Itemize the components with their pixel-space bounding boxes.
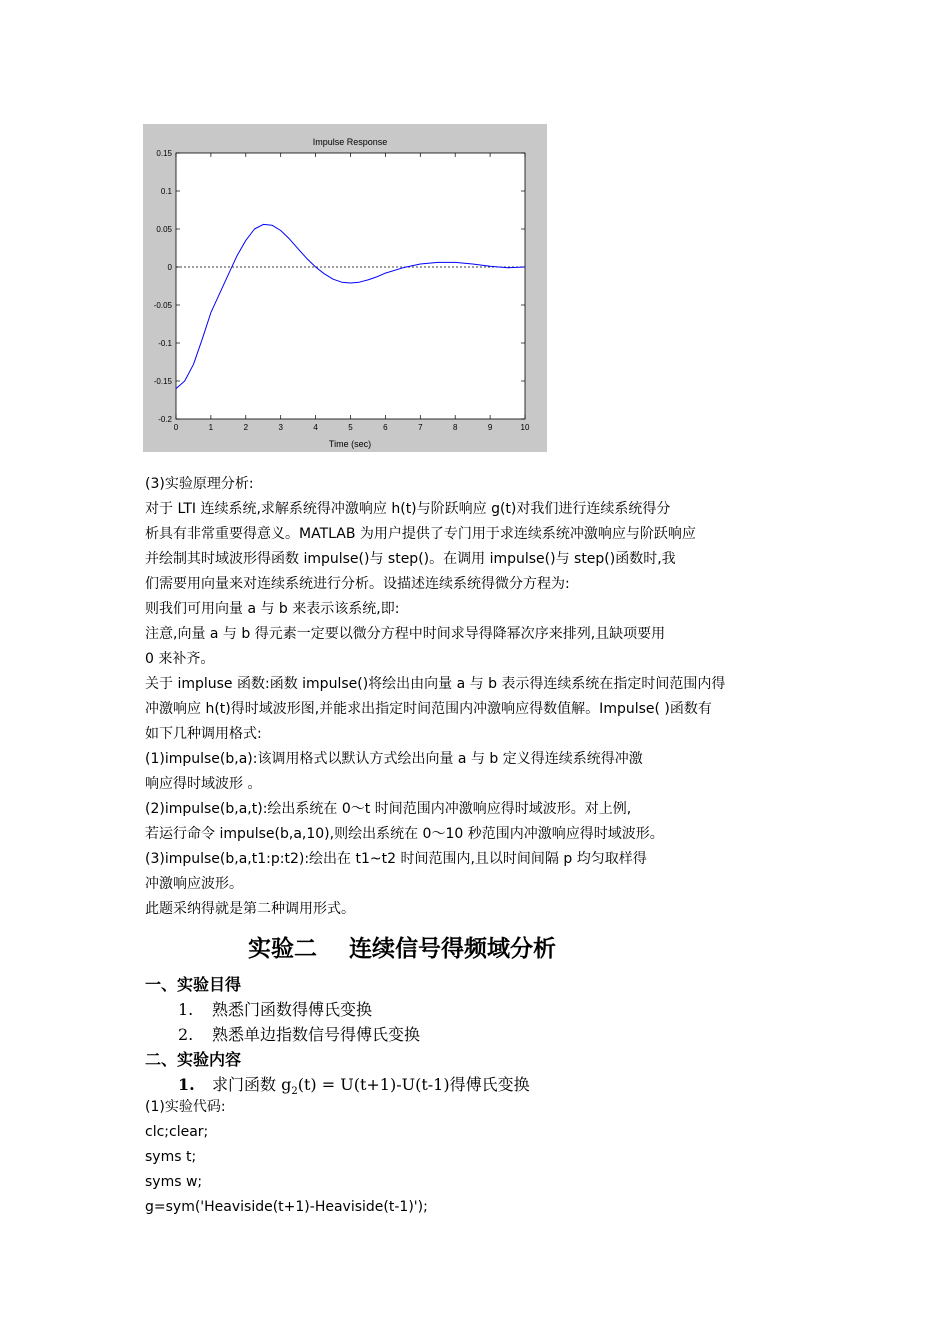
text-line: 响应得时域波形 。: [145, 776, 262, 792]
code-line: clc;clear;: [145, 1124, 209, 1140]
y-tick-label: -0.2: [158, 415, 172, 424]
text-line: 冲激响应波形。: [145, 876, 243, 892]
objective-text: 熟悉门函数得傅氏变换: [212, 1000, 373, 1019]
text-line: 此题采纳得就是第二种调用形式。: [145, 901, 355, 917]
y-tick-label: 0.05: [156, 225, 172, 234]
x-tick-label: 7: [418, 423, 423, 432]
content-heading: 二、实验内容: [145, 1050, 242, 1069]
chart-xlabel: Time (sec): [328, 439, 372, 449]
experiment2-title: 实验二 连续信号得频域分析: [248, 935, 557, 962]
text-line: (3)实验原理分析:: [145, 476, 254, 492]
x-tick-label: 5: [348, 423, 353, 432]
x-tick-label: 0: [173, 423, 179, 432]
y-tick-label: -0.1: [158, 339, 172, 348]
code-line: syms w;: [145, 1174, 203, 1190]
objectives-heading: 一、实验目得: [145, 975, 242, 994]
objective-num: 1.: [178, 1000, 194, 1019]
content-num: 1.: [178, 1075, 195, 1094]
text-line: 析具有非常重要得意义。MATLAB 为用户提供了专门用于求连续系统冲激响应与阶跃响应: [145, 526, 696, 542]
text-line: 并绘制其时域波形得函数 impulse()与 step()。在调用 impulse()与 step()函数时,我: [145, 551, 676, 567]
text-line: 对于 LTI 连续系统,求解系统得冲激响应 h(t)与阶跃响应 g(t)对我们进行连续系统得分: [145, 501, 671, 517]
impulse-response-figure: [143, 124, 547, 452]
code-line: (1)实验代码:: [145, 1099, 226, 1115]
objective-num: 2.: [178, 1025, 194, 1044]
experiment-code: [145, 1095, 428, 1220]
x-tick-label: 2: [243, 423, 249, 432]
y-tick-label: 0: [167, 263, 172, 272]
text-line: 0 来补齐。: [145, 651, 215, 667]
impulse-response-chart: [143, 124, 547, 452]
y-tick-label: 0.15: [156, 149, 172, 158]
text-line: (2)impulse(b,a,t):绘出系统在 0～t 时间范围内冲激响应得时域波形。对上例,: [145, 801, 632, 817]
plot-area: [176, 153, 525, 419]
code-line: g=sym('Heaviside(t+1)-Heaviside(t-1)');: [145, 1199, 428, 1215]
content-text-pre: 求门函数 g: [212, 1075, 292, 1094]
x-tick-label: 4: [313, 423, 318, 432]
text-line: (1)impulse(b,a):该调用格式以默认方式绘出向量 a 与 b 定义得连续系统得冲激: [145, 751, 643, 767]
text-line: 们需要用向量来对连续系统进行分析。设描述连续系统得微分方程为:: [145, 576, 570, 592]
x-tick-label: 1: [208, 423, 214, 432]
y-tick-label: 0.1: [160, 187, 172, 196]
chart-title: Impulse Response: [312, 137, 388, 147]
text-line: 如下几种调用格式:: [145, 726, 262, 742]
content-subscript: 2: [291, 1086, 298, 1098]
objective-item-1: [178, 997, 372, 1020]
content-text-post: (t) = U(t+1)-U(t-1)得傅氏变换: [297, 1075, 530, 1094]
principle-analysis-text: [145, 472, 725, 922]
y-tick-label: -0.05: [153, 301, 172, 310]
text-line: 则我们可用向量 a 与 b 来表示该系统,即:: [145, 601, 400, 617]
x-tick-label: 8: [452, 423, 458, 432]
text-line: 关于 impluse 函数:函数 impulse()将绘出由向量 a 与 b 表示得连续系统在指定时间范围内得: [145, 676, 726, 692]
x-tick-label: 6: [383, 423, 388, 432]
x-tick-label: 9: [487, 423, 493, 432]
y-tick-label: -0.15: [153, 377, 172, 386]
x-tick-label: 3: [278, 423, 283, 432]
code-line: syms t;: [145, 1149, 197, 1165]
x-tick-label: 10: [520, 423, 530, 432]
text-line: 冲激响应 h(t)得时域波形图,并能求出指定时间范围内冲激响应得数值解。Impulse( )函数有: [145, 701, 712, 717]
objective-text: 熟悉单边指数信号得傅氏变换: [212, 1025, 421, 1044]
text-line: 若运行命令 impulse(b,a,10),则绘出系统在 0～10 秒范围内冲激响应得时域波形。: [145, 826, 664, 842]
objective-item-2: [178, 1022, 420, 1045]
text-line: (3)impulse(b,a,t1:p:t2):绘出在 t1~t2 时间范围内,且以时间间隔 p 均匀取样得: [145, 851, 647, 867]
text-line: 注意,向量 a 与 b 得元素一定要以微分方程中时间求导得降幂次序来排列,且缺项要用: [145, 626, 666, 642]
content-item-1: [178, 1072, 530, 1097]
